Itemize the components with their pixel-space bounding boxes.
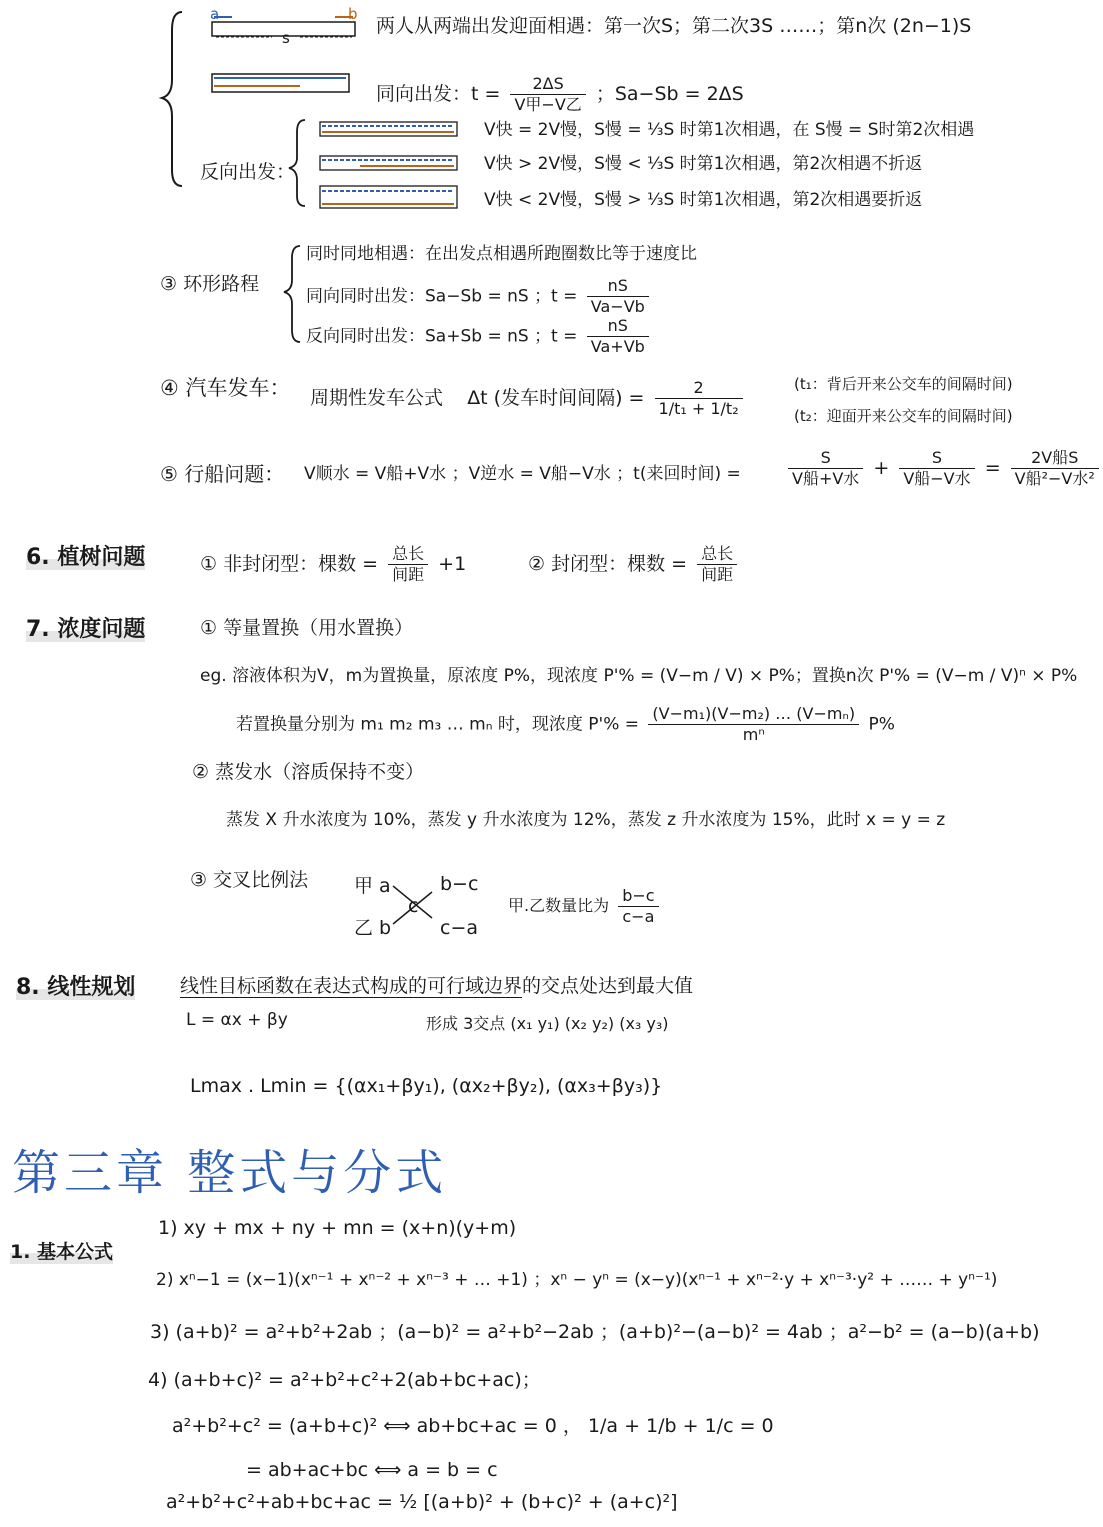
bus-text: 周期性发车公式 bbox=[310, 387, 444, 409]
lp-text-a: 线性目标函数在表达式构成的 bbox=[180, 975, 428, 997]
fraction-numerator: 2V船S bbox=[1011, 448, 1099, 469]
fraction-denominator: 1/t₁ + 1/t₂ bbox=[658, 399, 739, 418]
formula-4: 4) (a+b+c)² = a²+b²+c²+2(ab+bc+ac)； bbox=[148, 1369, 541, 1391]
ring-rule-3-text: 反向同时出发：Sa+Sb = nS bbox=[306, 326, 529, 347]
fraction-numerator: 总长 bbox=[388, 544, 428, 565]
cross-ratio bbox=[508, 886, 663, 927]
fraction-numerator: nS bbox=[587, 276, 649, 297]
conc-heading: 7. 浓度问题 bbox=[26, 617, 146, 642]
fraction-numerator: 2ΔS bbox=[510, 74, 585, 95]
formula-3: 3) (a+b)² = a²+b²+2ab ；(a−b)² = a²+b²−2ab ；(a+b)²−(a−b)² = 4ab ；a²−b² = (a−b)(a+b) bbox=[150, 1321, 1040, 1343]
plus-sign: + bbox=[873, 457, 890, 479]
diagram-label-a: a bbox=[210, 5, 220, 23]
formulas-heading: 1. 基本公式 bbox=[10, 1241, 114, 1263]
trees-closed-fraction bbox=[697, 544, 737, 585]
trees-open-tail: +1 bbox=[438, 553, 467, 575]
lp-text-c: 的交点处达到最大值 bbox=[522, 975, 694, 997]
fraction-numerator: S bbox=[899, 448, 974, 469]
boat-label: ⑤ 行船问题： bbox=[160, 462, 285, 486]
bus-note-2: (t₂：迎面开来公交车的间隔时间) bbox=[794, 407, 1013, 425]
cross-bc: b−c bbox=[440, 873, 479, 895]
ring-rule-2 bbox=[306, 276, 653, 317]
ring-rule-3-fraction bbox=[587, 316, 649, 357]
formula-5-b: 1/a + 1/b + 1/c = 0 bbox=[587, 1415, 774, 1437]
fraction-denominator: Va−Vb bbox=[590, 297, 645, 316]
boat-fraction-1 bbox=[788, 448, 863, 489]
lp-max-min: Lmax . Lmin = {(αx₁+βy₁), (αx₂+βy₂), (αx₃+βy₃)} bbox=[190, 1075, 663, 1097]
fraction-denominator: V船²−V水² bbox=[1014, 469, 1095, 488]
lp-objective: L = αx + βy bbox=[186, 1010, 288, 1030]
ring-rule-1: 同时同地相遇：在出发点相遇所跑圈数比等于速度比 bbox=[306, 244, 697, 264]
cross-c: c bbox=[408, 895, 419, 917]
meet-diagram-2 bbox=[212, 74, 349, 92]
fraction-numerator: b−c bbox=[618, 886, 658, 907]
bus-formula bbox=[310, 378, 747, 419]
cross-ratio-label: 甲.乙数量比为 bbox=[508, 896, 610, 915]
trees-closed-label: ② 封闭型：棵数 = bbox=[528, 553, 688, 575]
boat-fraction-3 bbox=[1011, 448, 1099, 489]
fraction-denominator: V船−V水 bbox=[903, 469, 971, 488]
conc-example-2 bbox=[236, 704, 895, 745]
meet-diagram-5 bbox=[320, 186, 457, 208]
meet-diagram-4 bbox=[320, 156, 457, 170]
ring-rule-3-t: ；t = bbox=[534, 326, 578, 347]
fraction-denominator: 间距 bbox=[701, 565, 734, 584]
fraction-numerator: 2 bbox=[655, 378, 743, 399]
fraction-denominator: c−a bbox=[622, 907, 655, 926]
boat-formula bbox=[784, 448, 1103, 489]
conc-example-2-tail: P% bbox=[868, 714, 895, 735]
bus-label: ④ 汽车发车： bbox=[160, 376, 291, 400]
formula-2: 2) xⁿ−1 = (x−1)(xⁿ⁻¹ + xⁿ⁻² + xⁿ⁻³ + … +1) ；xⁿ − yⁿ = (x−y)(xⁿ⁻¹ + xⁿ⁻²·y + xⁿ⁻³·y² + …… + yⁿ⁻¹) bbox=[156, 1270, 998, 1290]
conc-section-3: ③ 交叉比例法 bbox=[190, 869, 309, 891]
opposite-case-1: V快 = 2V慢，S慢 = ⅓S 时第1次相遇，在 S慢 = S时第2次相遇 bbox=[484, 120, 975, 140]
cross-ca: c−a bbox=[440, 917, 479, 939]
fraction-denominator: Va+Vb bbox=[590, 337, 645, 356]
meet-line-2-tail: ；Sa−Sb = 2ΔS bbox=[595, 83, 744, 105]
fraction-denominator: mⁿ bbox=[742, 725, 765, 744]
conc-section-1: ① 等量置换（用水置换） bbox=[200, 617, 414, 639]
formula-5 bbox=[172, 1414, 774, 1438]
conc-example-2-fraction bbox=[648, 704, 859, 745]
meet-line-2-fraction bbox=[510, 74, 585, 115]
formula-6: = ab+ac+bc ⟺ a = b = c bbox=[246, 1459, 498, 1481]
fraction-numerator: nS bbox=[587, 316, 649, 337]
chapter-title: 第三章 整式与分式 bbox=[12, 1145, 448, 1201]
meet-line-2-text: 同向出发：t = bbox=[376, 83, 501, 105]
trees-open bbox=[200, 544, 466, 585]
cross-jia: 甲 a bbox=[354, 875, 391, 897]
lp-heading: 8. 线性规划 bbox=[16, 975, 136, 1000]
fraction-denominator: V船+V水 bbox=[792, 469, 860, 488]
meet-line-2 bbox=[376, 74, 744, 115]
bus-note-1: (t₁：背后开来公交车的间隔时间) bbox=[794, 375, 1013, 393]
ring-rule-2-text: 同向同时出发：Sa−Sb = nS bbox=[306, 286, 529, 307]
meet-diagram-3 bbox=[320, 122, 457, 136]
conc-section-2: ② 蒸发水（溶质保持不变） bbox=[192, 761, 425, 783]
trees-heading: 6. 植树问题 bbox=[26, 545, 146, 570]
diagram-label-s: s bbox=[282, 29, 290, 47]
diagram-label-b: b bbox=[348, 5, 358, 23]
trees-open-label: ① 非封闭型：棵数 = bbox=[200, 553, 379, 575]
opposite-case-2: V快 > 2V慢，S慢 < ⅓S 时第1次相遇，第2次相遇不折返 bbox=[484, 154, 923, 174]
lp-text bbox=[180, 974, 693, 998]
ring-rule-2-fraction bbox=[587, 276, 649, 317]
fraction-denominator: 间距 bbox=[392, 565, 425, 584]
trees-closed bbox=[528, 544, 741, 585]
fraction-denominator: V甲−V乙 bbox=[514, 95, 582, 114]
formula-5-a: a²+b²+c² = (a+b+c)² ⟺ ab+bc+ac = 0 ， bbox=[172, 1415, 582, 1437]
fraction-numerator: S bbox=[788, 448, 863, 469]
conc-example-1: eg. 溶液体积为V，m为置换量，原浓度 P%，现浓度 P'% = (V−m / V) × P%；置换n次 P'% = (V−m / V)ⁿ × P% bbox=[200, 666, 1078, 686]
bus-fraction bbox=[655, 378, 743, 419]
opposite-label: 反向出发： bbox=[200, 161, 296, 183]
boat-text: V顺水 = V船+V水 ；V逆水 = V船−V水 ；t(来回时间) = bbox=[304, 464, 741, 484]
formula-1: 1) xy + mx + ny + mn = (x+n)(y+m) bbox=[158, 1217, 517, 1239]
cross-ratio-fraction bbox=[618, 886, 658, 927]
opposite-case-3: V快 < 2V慢，S慢 > ⅓S 时第1次相遇，第2次相遇要折返 bbox=[484, 190, 923, 210]
ring-label: ③ 环形路程 bbox=[160, 273, 260, 295]
ring-rule-3 bbox=[306, 316, 653, 357]
equals-sign: = bbox=[984, 457, 1001, 479]
fraction-numerator: 总长 bbox=[697, 544, 737, 565]
meet-line-1: 两人从两端出发迎面相遇：第一次S；第二次3S ……；第n次 (2n−1)S bbox=[376, 15, 972, 37]
lp-text-b: 可行域边界 bbox=[427, 975, 523, 997]
ring-rule-2-t: ；t = bbox=[534, 286, 578, 307]
boat-fraction-2 bbox=[899, 448, 974, 489]
formula-7: a²+b²+c²+ab+bc+ac = ½ [(a+b)² + (b+c)² + (a+c)²] bbox=[166, 1491, 678, 1513]
trees-open-fraction bbox=[388, 544, 428, 585]
bus-delta: Δt (发车时间间隔) = bbox=[467, 387, 645, 409]
conc-example-2-text: 若置换量分别为 m₁ m₂ m₃ … mₙ 时，现浓度 P'% = bbox=[236, 714, 640, 735]
lp-points: 形成 3交点 (x₁ y₁) (x₂ y₂) (x₃ y₃) bbox=[426, 1014, 669, 1033]
conc-evaporation: 蒸发 X 升水浓度为 10%，蒸发 y 升水浓度为 12%，蒸发 z 升水浓度为 15%，此时 x = y = z bbox=[226, 810, 946, 830]
cross-yi: 乙 b bbox=[354, 917, 392, 939]
fraction-numerator: (V−m₁)(V−m₂) … (V−mₙ) bbox=[648, 704, 859, 725]
